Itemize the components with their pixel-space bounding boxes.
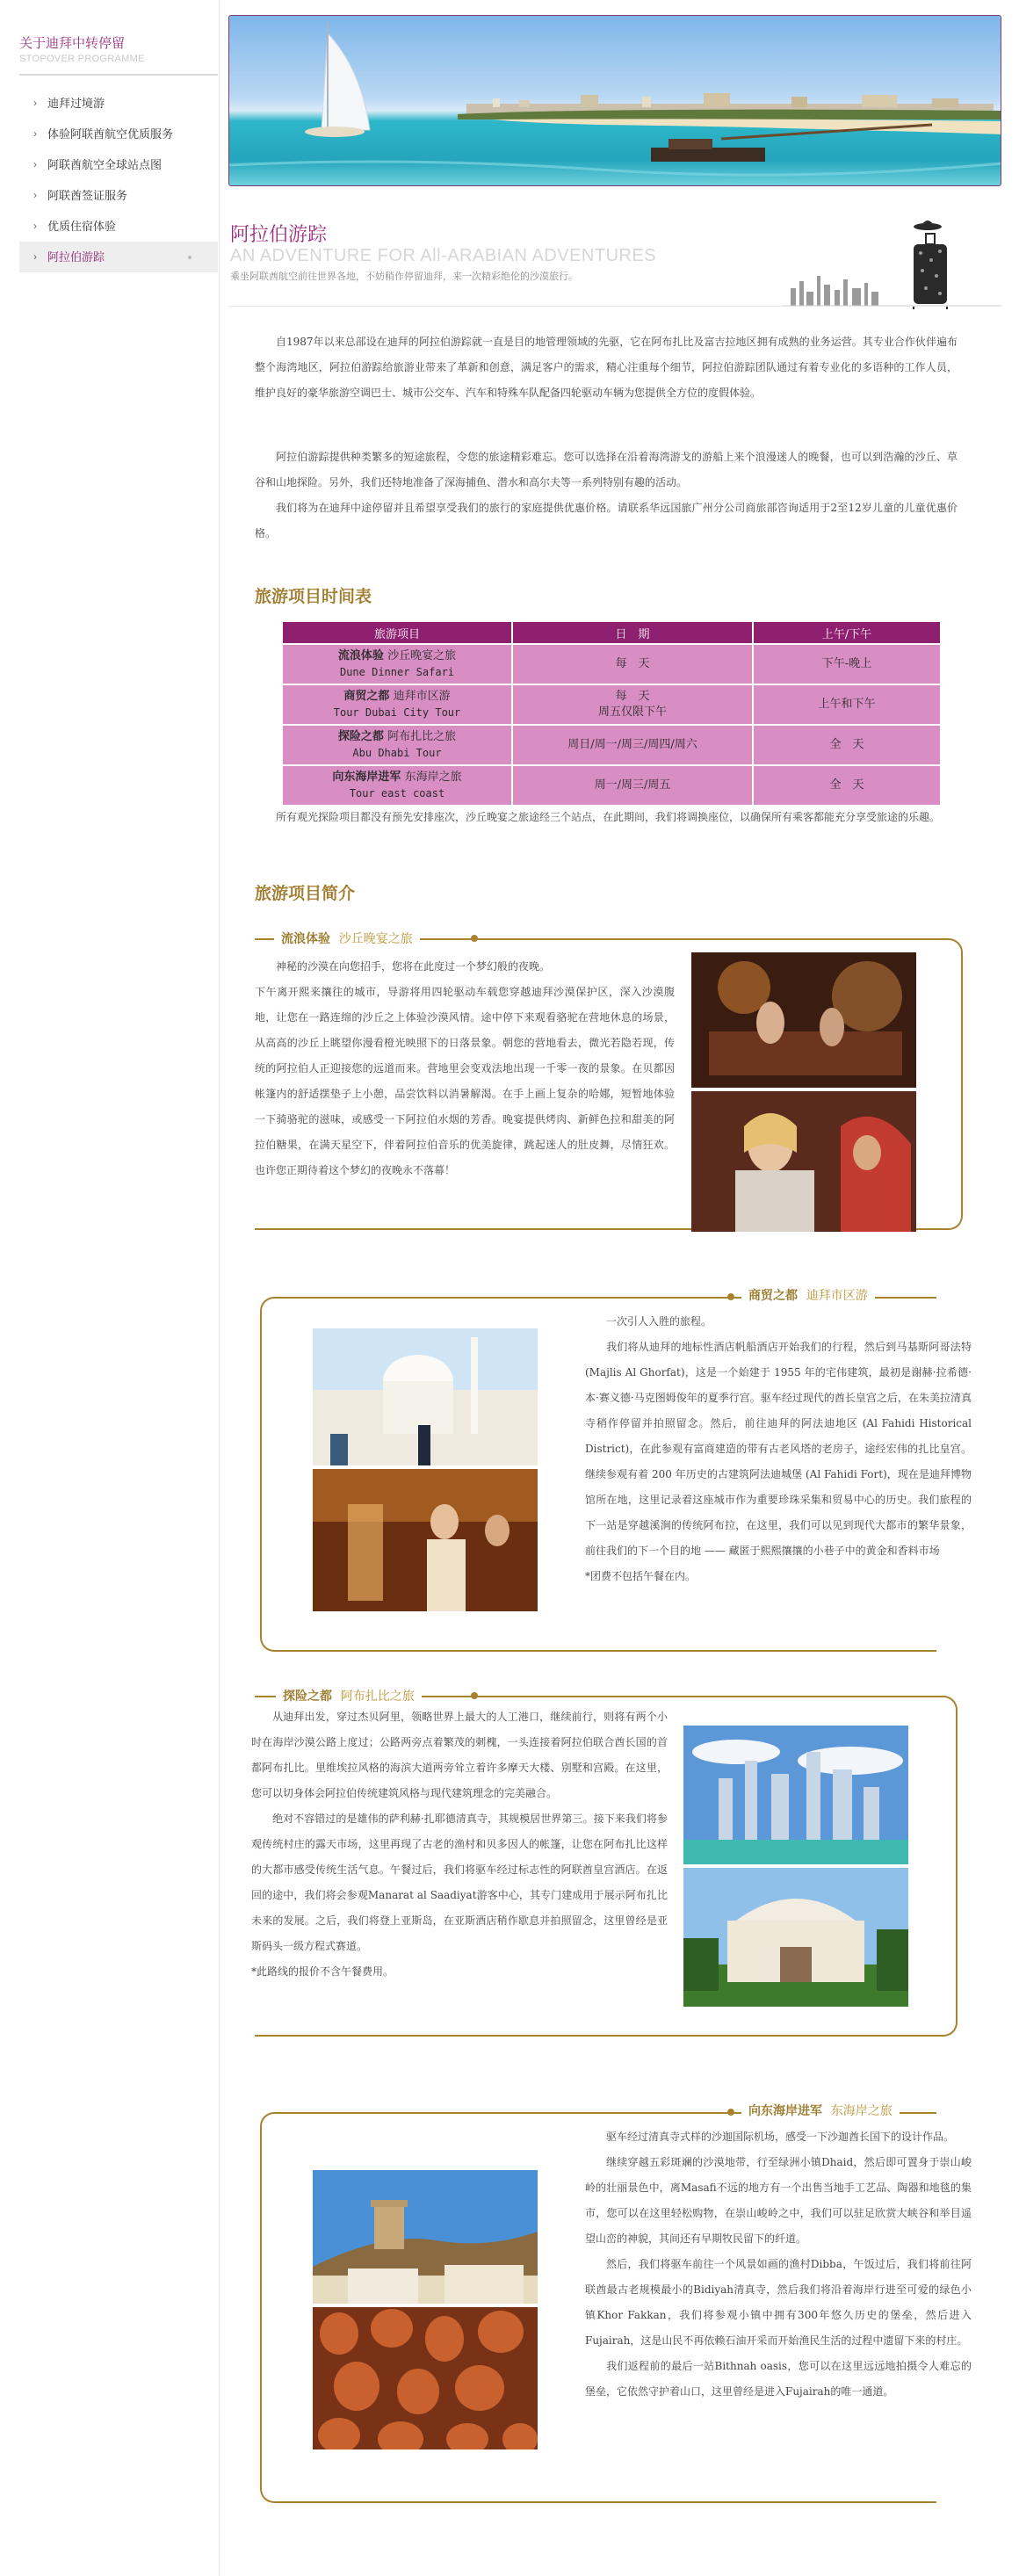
sidebar-item-dubai-transit[interactable] <box>19 88 218 119</box>
sidebar-item-label: 体验阿联酋航空优质服务 <box>47 127 174 141</box>
tour-name-cell: 探险之都 阿布扎比之旅 Abu Dhabi Tour <box>283 726 511 764</box>
tour-time-cell: 全 天 <box>754 766 940 805</box>
desert-camp-photo <box>691 952 916 1088</box>
intro-paragraph-3: 我们将为在迪拜中途停留并且希望享受我们的旅行的家庭提供优惠价格。请联系华远国旅广州分公司商旅部咨询适用于2至12岁儿童的儿童优惠价格。 <box>255 502 958 539</box>
sidebar-item-emirates-service[interactable] <box>19 119 218 149</box>
tour-text-city-tour: 一次引人入胜的旅程。 我们将从迪拜的地标性酒店帆船酒店开始我们的行程，然后到马基斯阿哥法特(Majlis Al Ghorfat)，这是一个始建于 1955 年的宅伟建筑，最初是谢赫·拉希德·本·赛义德·马克图姆俊年的夏季行宫。驱车经过现代的酋长皇宫之后，在朱美拉清真寺稍作停留并拍照留念。然后，前往迪拜的阿法迪地区 (Al Fahidi Historical District)，在此参观有富商建造的带有古老风塔的老房子，途经宏伟的扎比皇宫。继续参观有着 200 年历史的古建筑阿法迪城堡 (Al Fahidi Fort)，现在是迪拜博物馆所在地，这里记录着这座城市作为重要珍珠采集和贸易中心的历史。我们旅程的下一站是穿越溪涧的传统阿布拉，在这里，我们可以见到现代大都市的繁华景象，前往我们的下一个目的地 —— 藏匿于熙熙攘攘的小巷子中的黄金和香料市场 *团费不包括午餐在内。 <box>585 1315 972 1582</box>
dubai-coast-image <box>229 16 1001 186</box>
table-row <box>283 766 940 805</box>
table-row <box>283 726 940 764</box>
tour-name-cell: 流浪体验 沙丘晚宴之旅 Dune Dinner Safari <box>283 645 511 684</box>
chevron-right-icon: › <box>33 127 37 140</box>
sidebar-item-label: 阿联酋签证服务 <box>47 189 128 202</box>
intro-paragraph-2: 阿拉伯游踪提供种类繁多的短途旅程，令您的旅途精彩难忘。您可以选择在沿着海湾游戈的游船上来个浪漫迷人的晚餐，也可以到浩瀚的沙丘、草谷和山地探险。另外，我们还特地准备了深海捕鱼、潜水和高尔夫等一系列特别有趣的活动。 <box>255 451 958 488</box>
tour-text-desert-safari: 神秘的沙漠在向您招手，您将在此度过一个梦幻般的夜晚。 下午离开熙来攘往的城市，导游将用四轮驱动车载您穿越迪拜沙漠保护区，深入沙漠腹地，让您在一路连绵的沙丘之上体验沙漠风情。途中停下来观看骆驼在营地休息的场景，从高高的沙丘上眺望你漫看橙光映照下的日落景象。朝您的营地看去，微光若隐若现，传统的阿拉伯人正迎接您的远道而来。营地里会变戏法地出现一千零一夜的景象。在贝都因帐篷内的舒适摆垫子上小憩，品尝饮料以消暑解渴。在手上画上复杂的哈娜，短暂地体验一下骑骆驼的滋味，或感受一下阿拉伯水烟的芳香。晚宴提供烤肉、新鲜色拉和甜美的阿拉伯糖果，在满天星空下，伴着阿拉伯音乐的优美旋律，跳起迷人的肚皮舞，尽情狂欢。也许您正期待着这个梦幻的夜晚永不落幕！ <box>255 960 675 1176</box>
schedule-table <box>281 620 942 807</box>
tour-title-dot <box>471 935 478 942</box>
chevron-right-icon: › <box>33 250 37 263</box>
column-header-time: 上午/下午 <box>754 622 940 643</box>
sidebar <box>0 0 220 2576</box>
tour-name-cell: 向东海岸进军 东海岸之旅 Tour east coast <box>283 766 511 805</box>
tour-time-cell: 全 天 <box>754 726 940 764</box>
schedule-heading: 旅游项目时间表 <box>255 587 372 606</box>
henna-women-photo <box>691 1091 916 1232</box>
market-photo <box>313 1469 538 1611</box>
hero-banner <box>228 15 1001 186</box>
sidebar-item-hotels[interactable] <box>19 211 218 242</box>
luggage-skyline-illustration <box>782 218 1001 318</box>
tour-name-cell: 商贸之都 迪拜市区游 Tour Dubai City Tour <box>283 685 511 724</box>
page-subtitle: 乘坐阿联酋航空前往世界各地，不妨稍作停留迪拜，来一次精彩绝伦的沙漠旅行。 <box>230 271 578 282</box>
sidebar-title: 关于迪拜中转停留 <box>19 36 126 51</box>
table-row <box>283 645 940 684</box>
sidebar-item-visa[interactable] <box>19 180 218 211</box>
tour-days-cell: 每 天 周五仅限下午 <box>513 685 752 724</box>
page-title-english: AN ADVENTURE FOR All-ARABIAN ADVENTURES <box>230 246 657 265</box>
intro-paragraph-1: 自1987年以来总部设在迪拜的阿拉伯游踪就一直是目的地管理领域的先驱，它在阿布扎比及富吉拉地区拥有成熟的业务运营。其专业合作伙伴遍布整个海湾地区，阿拉伯游踪给旅游业带来了革新和创意，满足客户的需求，精心注重每个细节，阿拉伯游踪团队通过有着专业化的多语种的工作人员，维护良好的豪华旅游空调巴士、城市公交车、汽车和特殊车队配备四轮驱动车辆为您提供全方位的度假体验。 <box>255 336 958 399</box>
active-indicator <box>188 256 192 259</box>
column-header-date: 日 期 <box>513 622 752 643</box>
sidebar-item-label: 优质住宿体验 <box>47 220 117 233</box>
column-header-tour: 旅游项目 <box>283 622 511 643</box>
page-title: 阿拉伯游踪 <box>230 223 328 245</box>
tour-text-abu-dhabi: 从迪拜出发，穿过杰贝阿里，领略世界上最大的人工港口，继续前行，则将有两个小时在海岸沙漠公路上度过；公路两旁点着繁茂的刺槐，一头连接着阿拉伯联合酋长国的首都阿布扎比。里维埃拉风格的海滨大道两旁耸立着许多摩天大楼、别墅和宫殿。在这里，您可以切身体会阿拉伯传统建筑风格与现代建筑理念的完美融合。 绝对不容错过的是雄伟的萨利赫·扎耶德清真寺，其规模居世界第三。接下来我们将参观传统村庄的露天市场，这里再现了古老的渔村和贝多因人的帐篷，让您在阿布扎比这样的大都市感受传统生活气息。午餐过后，我们将驱车经过标志性的阿联酋皇宫酒店。在返回的途中，我们将会参观Manarat al Saadiyat游客中心，其专门建成用于展示阿布扎比未来的发展。之后，我们将登上亚斯岛，在亚斯酒店稍作歇息并拍照留念，这里曾经是亚斯码头一级方程式赛道。 *此路线的报价不含午餐费用。 <box>251 1711 668 1978</box>
schedule-note: 所有观光探险项目都没有预先安排座次，沙丘晚宴之旅途经三个站点，在此期间，我们将调换座位，以确保所有乘客都能充分享受旅途的乐趣。 <box>276 811 941 823</box>
tour-days-cell: 周日/周一/周三/周四/周六 <box>513 726 752 764</box>
header-divider <box>228 306 1001 307</box>
sidebar-subtitle: STOPOVER PROGRAMME <box>19 54 145 64</box>
abu-dhabi-skyline-photo <box>683 1726 908 1864</box>
sidebar-item-label: 阿拉伯游踪 <box>47 250 105 264</box>
sidebar-item-arabian-adventures[interactable] <box>19 242 218 272</box>
pottery-market-photo <box>313 2307 538 2449</box>
tour-text-east-coast: 驱车经过清真寺式样的沙迦国际机场，感受一下沙迦酋长国下的设计作品。 继续穿越五彩斑斓的沙漠地带，行至绿洲小镇Dhaid，然后即可置身于崇山峻岭的壮丽景色中，离Masafi不远的地方有一个出售当地手工艺品、陶器和地毯的集市，您可以在这里轻松购物，在崇山峻岭之中，我们可以驻足欣赏大峡谷和举目遥望山峦的神貌，其间还有早期牧民留下的纤道。 然后，我们将驱车前往一个风景如画的渔村Dibba，午饭过后，我们将前往阿联酋最古老规模最小的Bidiyah清真寺，然后我们将沿着海岸行进至可爱的绿色小镇Khor Fakkan，我们将参观小镇中拥有300年悠久历史的堡垒，然后进入Fujairah，这是山民不再依赖石油开采而开始渔民生活的过程中遗留下来的村庄。 我们返程前的最后一站Bithnah oasis，您可以在这里远远地拍摄令人难忘的堡垒，它依然守护着山口，这里曾经是进入Fujairah的唯一通道。 <box>585 2131 972 2398</box>
tour-time-cell: 下午-晚上 <box>754 645 940 684</box>
chevron-right-icon: › <box>33 97 37 109</box>
tour-title-dot <box>727 1293 734 1300</box>
table-header-row <box>283 622 940 643</box>
tours-heading: 旅游项目简介 <box>255 884 356 903</box>
tour-title-dot <box>471 1692 478 1699</box>
tour-time-cell: 上午和下午 <box>754 685 940 724</box>
tour-title-desert-safari: 流浪体验 沙丘晚宴之旅 <box>274 930 420 947</box>
tour-title-city-tour: 商贸之都 迪拜市区游 <box>741 1286 875 1304</box>
sidebar-item-route-map[interactable] <box>19 149 218 180</box>
tour-title-east-coast: 向东海岸进军 东海岸之旅 <box>741 2102 900 2119</box>
tour-title-dot <box>727 2109 734 2116</box>
chevron-right-icon: › <box>33 189 37 201</box>
chevron-right-icon: › <box>33 220 37 232</box>
tour-days-cell: 每 天 <box>513 645 752 684</box>
sidebar-menu <box>19 88 218 272</box>
sidebar-item-label: 阿联酋航空全球站点图 <box>47 158 163 171</box>
table-row <box>283 685 940 724</box>
grand-mosque-photo <box>313 1328 538 1465</box>
heritage-village-photo <box>683 1868 908 2007</box>
sidebar-divider <box>19 74 218 76</box>
sidebar-item-label: 迪拜过境游 <box>47 97 105 110</box>
tour-days-cell: 周一/周三/周五 <box>513 766 752 805</box>
chevron-right-icon: › <box>33 158 37 170</box>
tour-title-abu-dhabi: 探险之都 阿布扎比之旅 <box>276 1687 422 1704</box>
hill-fort-photo <box>313 2170 538 2304</box>
sidebar-header <box>19 33 145 64</box>
